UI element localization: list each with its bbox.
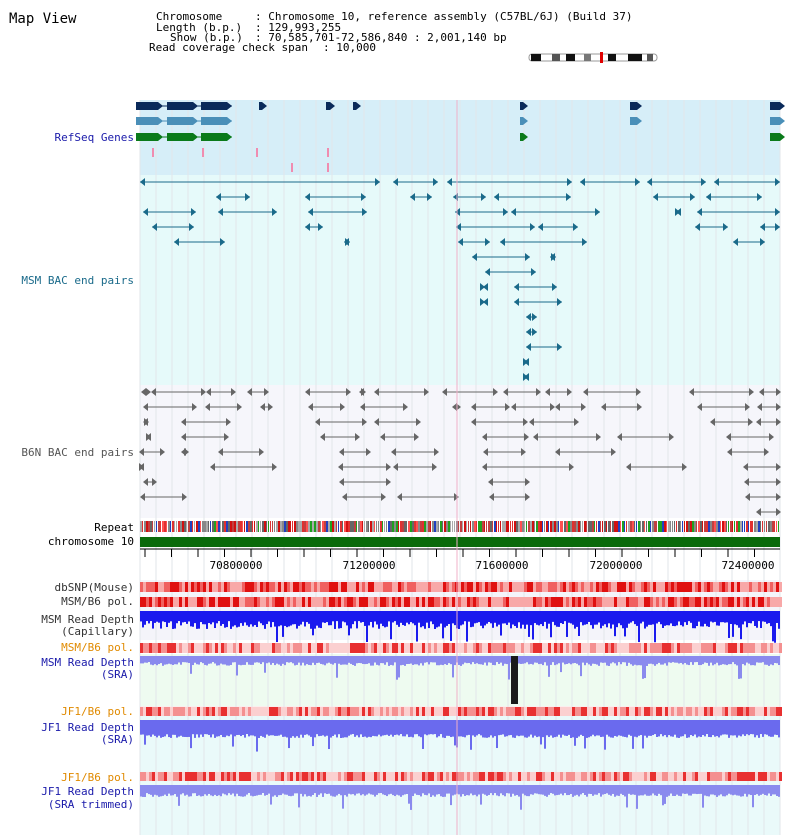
info-show-value: : 70,585,701-72,586,840 : 2,001,140 bp (255, 31, 507, 44)
refseq-gene (520, 102, 523, 110)
track-label-jf1-b6-pol-trimmed[interactable]: JF1/B6 pol. (61, 771, 134, 784)
axis-tick-label: 72400000 (721, 559, 775, 572)
track-label-jf1-read-depth-sra-sub: (SRA) (100, 733, 134, 746)
info-chromosome-value: : Chromosome 10, reference assembly (C57BL/6J) (Build 37) (255, 10, 633, 23)
refseq-gene (136, 117, 158, 125)
refseq-gene (630, 117, 637, 125)
refseq-gene-strand (780, 133, 785, 141)
info-length-key: Length (b.p.) (156, 21, 243, 34)
track-label-msm-read-depth-sra-sub: (SRA) (100, 668, 134, 681)
chromosome-ideogram[interactable] (529, 52, 657, 63)
refseq-gene (353, 102, 356, 110)
refseq-gene (167, 133, 193, 141)
axis-tick-label: 71200000 (342, 559, 396, 572)
refseq-gene (770, 102, 780, 110)
track-label-msm-b6-pol[interactable]: MSM/B6 pol. (61, 595, 134, 608)
track-label-dbsnp[interactable]: dbSNP(Mouse) (54, 581, 134, 594)
refseq-gene (201, 117, 227, 125)
axis-tick-label: 70800000 (209, 559, 263, 572)
track-label-jf1-read-depth-trimmed[interactable]: JF1 Read Depth (41, 785, 134, 798)
chromosome-bar[interactable] (140, 537, 780, 547)
refseq-gene-strand (780, 102, 785, 110)
track-label-chromosome[interactable]: chromosome 10 (47, 535, 134, 548)
track-label-repeat[interactable]: Repeat (94, 521, 134, 534)
refseq-variant-mark (291, 163, 293, 172)
refseq-gene (630, 102, 637, 110)
refseq-variant-mark (327, 163, 329, 172)
refseq-variant-mark (202, 148, 204, 157)
refseq-gene (326, 102, 330, 110)
track-label-refseq-genes[interactable]: RefSeq Genes (54, 131, 134, 144)
refseq-gene-strand (780, 117, 785, 125)
track-label-jf1-read-depth-trimmed-sub: (SRA trimmed) (47, 798, 134, 811)
refseq-gene (201, 133, 227, 141)
axis-tick-label: 71600000 (475, 559, 529, 572)
info-span-value: : 10,000 (323, 41, 376, 54)
refseq-gene (520, 133, 523, 141)
page-title: Map View (9, 11, 77, 27)
refseq-gene (136, 102, 158, 110)
track-label-jf1-read-depth-sra[interactable]: JF1 Read Depth (41, 721, 134, 734)
info-chromosome-key: Chromosome (156, 10, 223, 23)
refseq-gene (770, 133, 780, 141)
track-label-jf1-b6-pol[interactable]: JF1/B6 pol. (61, 705, 134, 718)
axis-tick-label: 72000000 (589, 559, 643, 572)
track-label-msm-read-depth-capillary[interactable]: MSM Read Depth (41, 613, 134, 626)
track-label-b6n-bac-end-pairs[interactable]: B6N BAC end pairs (21, 446, 134, 459)
refseq-gene (136, 133, 158, 141)
refseq-gene (201, 102, 227, 110)
refseq-gene (167, 102, 193, 110)
info-span-key: Read coverage check span (149, 41, 308, 54)
info-show-key: Show (b.p.) (170, 31, 243, 44)
ideogram-position-marker (600, 52, 603, 63)
info-length-value: : 129,993,255 (255, 21, 342, 34)
depth-spike (511, 656, 518, 704)
refseq-variant-mark (327, 148, 329, 157)
refseq-gene (259, 102, 262, 110)
track-label-msm-b6-pol-sra[interactable]: MSM/B6 pol. (61, 641, 134, 654)
refseq-gene (520, 117, 523, 125)
refseq-variant-mark (152, 148, 154, 157)
refseq-variant-mark (256, 148, 258, 157)
track-label-msm-read-depth-capillary-sub: (Capillary) (61, 625, 134, 638)
refseq-gene (770, 117, 780, 125)
track-label-msm-bac-end-pairs[interactable]: MSM BAC end pairs (21, 274, 134, 287)
refseq-gene (167, 117, 193, 125)
track-label-msm-read-depth-sra[interactable]: MSM Read Depth (41, 656, 134, 669)
